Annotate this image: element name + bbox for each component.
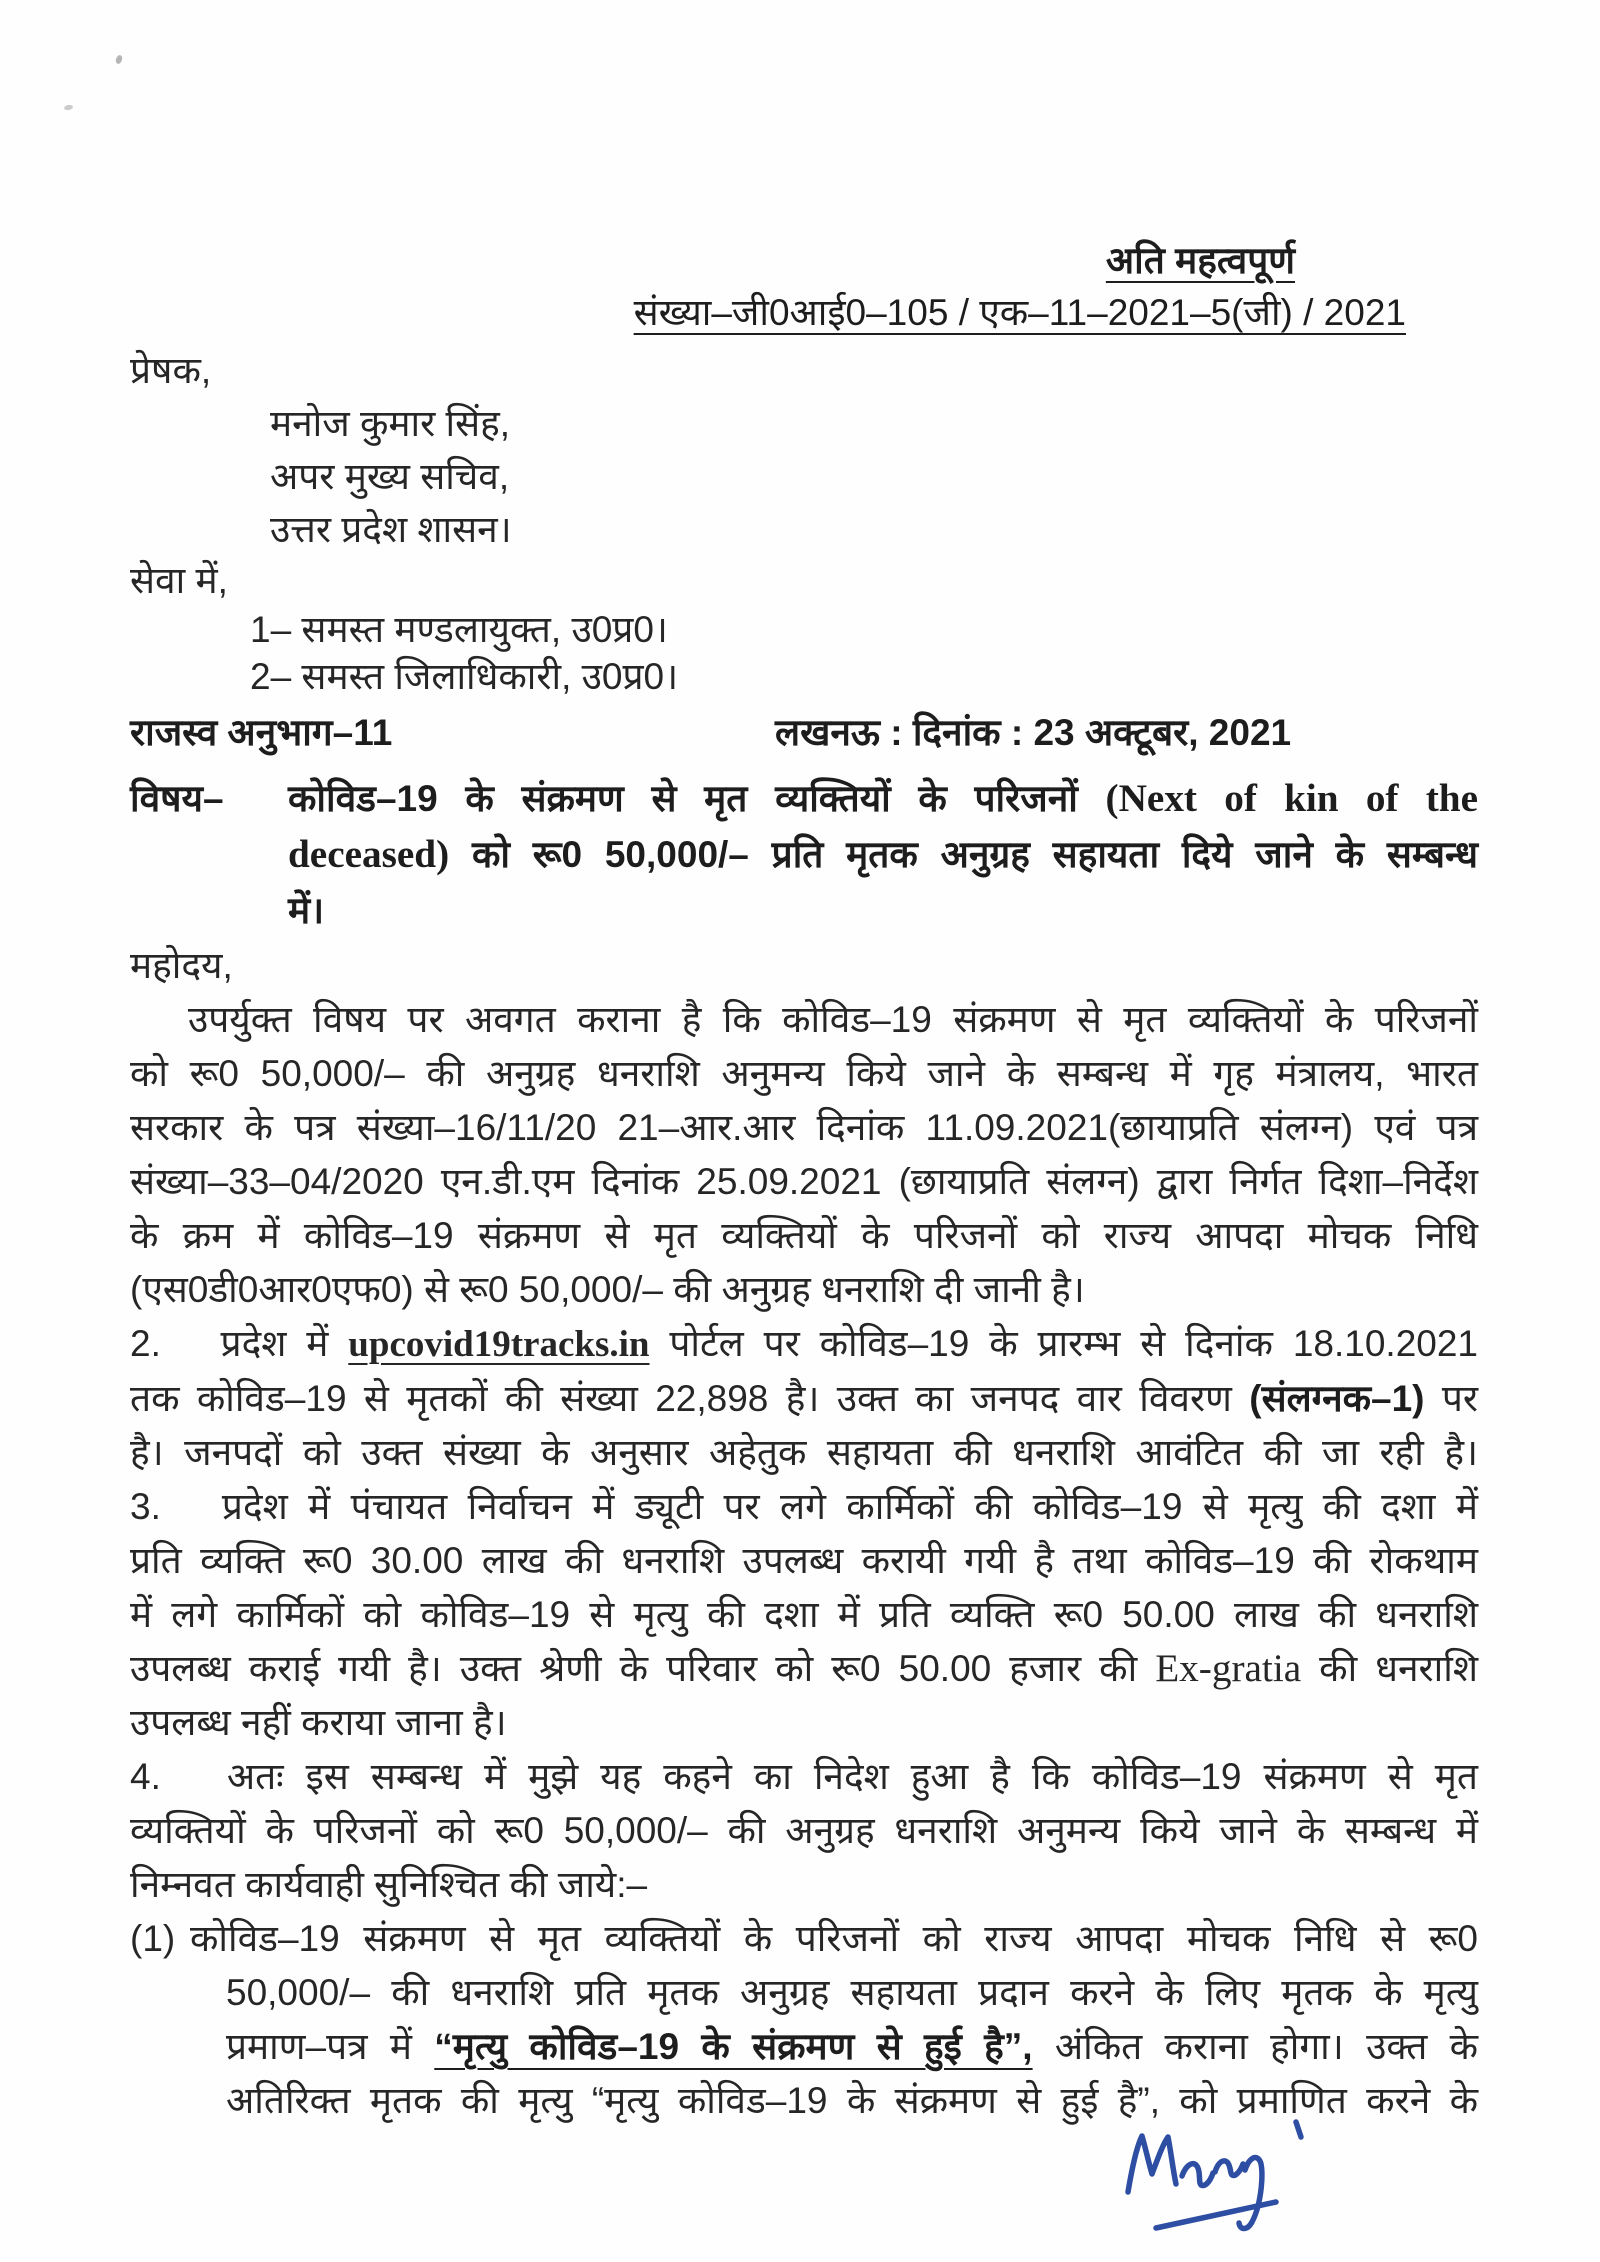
department-section: राजस्व अनुभाग–11 [130, 712, 393, 753]
text-line [226, 2020, 1478, 2074]
text-segment: (एस0डी0आर0एफ0) से रू0 50,000/– की अनुग्रह धनराशि दी जानी है। [130, 1269, 1085, 1310]
text-segment: कोविड–19 के संक्रमण से मृत व्यक्तियों के परिजनों [288, 778, 1106, 819]
text-segment: अंकित कराना होगा। उक्त के [1032, 2026, 1479, 2067]
text-segment: व्यक्तियों के परिजनों को रू0 50,000/– की अनुग्रह धनराशि अनुमन्य किये जाने के सम्बन्ध में [130, 1810, 1478, 1851]
text-line [130, 1047, 1478, 1101]
text-segment: सरकार के पत्र संख्या–16/11/20 21–आर.आर दिनांक 11.09.2021(छायाप्रति संलग्न) एवं पत्र [130, 1107, 1478, 1148]
paragraph-2 [130, 1317, 1478, 1480]
text-line [226, 1966, 1478, 2020]
text-segment: तक कोविड–19 से मृतकों की संख्या 22,898 है। उक्त का जनपद वार विवरण [130, 1378, 1250, 1419]
text-line [130, 1534, 1478, 1588]
text-segment: कोविड–19 संक्रमण से मृत व्यक्तियों के परिजनों को राज्य आपदा मोचक निधि से रू0 [190, 1918, 1478, 1959]
importance-tag: अति महत्वपूर्ण [1105, 240, 1295, 281]
text-segment: “मृत्यु कोविड–19 के संक्रमण से हुई है”, [434, 2026, 1033, 2067]
text-segment: उपर्युक्त विषय पर अवगत कराना है कि कोविड–19 संक्रमण से मृत व्यक्तियों के परिजनों [188, 999, 1478, 1040]
paragraph-4 [130, 1750, 1478, 1912]
text-line [130, 1480, 1478, 1534]
text-segment: Ex-gratia [1155, 1647, 1302, 1690]
reference-number-row [130, 286, 1478, 340]
subject-text [288, 771, 1478, 939]
paragraph-1 [130, 993, 1478, 1317]
sender-label: प्रेषक, [130, 350, 212, 391]
list-item-number: (1) [130, 1918, 176, 1959]
text-segment: upcovid19tracks.in [348, 1324, 650, 1365]
recipient-item: 2– समस्त जिलाधिकारी, उ0प्र0। [250, 656, 679, 697]
paragraph-3 [130, 1480, 1478, 1750]
text-line [190, 1912, 1478, 1966]
text-line [130, 993, 1478, 1047]
text-line [288, 771, 1478, 827]
text-segment: (संलग्नक–1) [1249, 1378, 1425, 1419]
text-segment: अतिरिक्त मृतक की मृत्यु “मृत्यु कोविड–19 के संक्रमण से हुई है”, को प्रमाणित करने के [226, 2080, 1478, 2121]
recipients-block [130, 556, 1478, 700]
text-line [130, 1155, 1478, 1209]
subject-label: विषय– [130, 778, 224, 819]
list-item-text [190, 1912, 1479, 2128]
section-date-row [130, 706, 1478, 759]
text-segment: 4. अतः इस सम्बन्ध में मुझे यह कहने का निदेश हुआ है कि कोविड–19 संक्रमण से मृत [130, 1756, 1478, 1797]
text-line [130, 1426, 1478, 1480]
text-segment: 3. प्रदेश में पंचायत निर्वाचन में ड्यूटी पर लगे कार्मिकों की कोविड–19 से मृत्यु की दशा में [130, 1486, 1478, 1527]
text-segment: को रू0 50,000/– की अनुग्रह धनराशि अनुमन्य किये जाने के सम्बन्ध में गृह मंत्रालय, भारत [130, 1053, 1478, 1094]
text-segment: 50,000/– की धनराशि प्रति मृतक अनुग्रह सहायता प्रदान करने के लिए मृतक के मृत्यु [226, 1972, 1478, 2013]
text-line [130, 1588, 1478, 1642]
text-segment: उपलब्ध नहीं कराया जाना है। [130, 1702, 507, 1743]
text-line [130, 1372, 1478, 1426]
text-segment: में लगे कार्मिकों को कोविड–19 से मृत्यु की दशा में प्रति व्यक्ति रू0 50.00 लाख की धनराशि [130, 1594, 1478, 1635]
salutation: महोदय, [130, 945, 233, 986]
text-line [130, 1101, 1478, 1155]
text-segment: है। जनपदों को उक्त संख्या के अनुसार अहेतुक सहायता की धनराशि आवंटित की जा रही है। [130, 1432, 1478, 1473]
text-segment: को रू0 50,000/– प्रति मृतक अनुग्रह सहायता दिये जाने के सम्बन्ध [449, 834, 1478, 875]
text-segment: 2. प्रदेश में [130, 1323, 349, 1364]
sender-designation: अपर मुख्य सचिव, [270, 456, 510, 497]
text-segment: में। [288, 890, 325, 931]
text-line [130, 1263, 1478, 1317]
text-segment: उपलब्ध कराई गयी है। उक्त श्रेणी के परिवार को रू0 50.00 हजार की [130, 1648, 1156, 1689]
subject-block [130, 771, 1478, 939]
importance-tag-row [130, 236, 1478, 286]
sender-block [130, 344, 1478, 556]
text-segment: पोर्टल पर कोविड–19 के प्रारम्भ से दिनांक 18.10.2021 [649, 1323, 1479, 1364]
text-segment: deceased) [288, 833, 450, 876]
text-segment: प्रति व्यक्ति रू0 30.00 लाख की धनराशि उपलब्ध करायी गयी है तथा कोविड–19 की रोकथाम [130, 1540, 1478, 1581]
sender-name: मनोज कुमार सिंह, [270, 403, 511, 444]
text-segment: की धनराशि [1301, 1648, 1478, 1689]
signature-drawing [1118, 2106, 1328, 2256]
place-and-date: लखनऊ : दिनांक : 23 अक्टूबर, 2021 [775, 712, 1292, 753]
text-line [130, 1696, 1478, 1750]
text-line [130, 1750, 1478, 1804]
text-segment: निम्नवत कार्यवाही सुनिश्चित की जाये:– [130, 1864, 648, 1905]
text-segment: संख्या–33–04/2020 एन.डी.एम दिनांक 25.09.2021 (छायाप्रति संलग्न) द्वारा निर्गत दिशा–निर्देश [130, 1161, 1478, 1202]
text-segment: के क्रम में कोविड–19 संक्रमण से मृत व्यक्तियों के परिजनों को राज्य आपदा मोचक निधि [130, 1215, 1478, 1256]
text-line [288, 883, 1478, 939]
text-line [130, 1858, 1478, 1912]
text-line [288, 827, 1478, 883]
text-line [130, 1804, 1478, 1858]
list-item-1 [130, 1912, 1478, 2128]
text-line [130, 1642, 1478, 1696]
signature-ink [1118, 2106, 1328, 2256]
recipient-item: 1– समस्त मण्डलायुक्त, उ0प्र0। [250, 609, 668, 650]
sender-organization: उत्तर प्रदेश शासन। [270, 509, 512, 550]
text-segment: प्रमाण–पत्र में [226, 2026, 435, 2067]
text-line [130, 1209, 1478, 1263]
text-segment: पर [1424, 1378, 1478, 1419]
text-line [130, 1317, 1478, 1372]
recipients-label: सेवा में, [130, 560, 228, 601]
text-segment: (Next of kin of the [1105, 777, 1478, 820]
reference-number: संख्या–जी0आई0–105 / एक–11–2021–5(जी) / 2021 [633, 292, 1406, 333]
